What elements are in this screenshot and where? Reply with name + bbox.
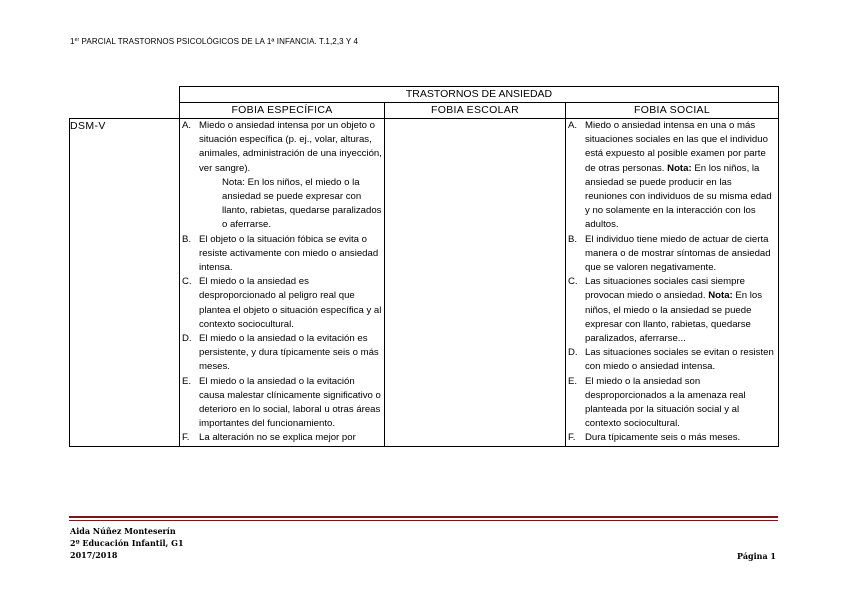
footer-author: Aida Núñez Monteserín [70, 526, 176, 536]
header-number: 1 [70, 37, 75, 46]
criterion-social-c: C. Las situaciones sociales casi siempre provocan miedo o ansiedad. Nota: En los niños, el miedo o la ansiedad se puede expresar con llanto, rabietas, quedarse paralizados, aferrarse... [568, 276, 763, 345]
criterion-especifica-e: E. El miedo o la ansiedad o la evitación causa malestar clínicamente significativo o deterioro en lo social, laboral u otras áreas importantes del funcionamiento. [182, 375, 381, 430]
criterion-social-b: B. El individuo tiene miedo de actuar de cierta manera o de mostrar síntomas de ansiedad que se valoren negativamente. [568, 233, 771, 274]
criterion-social-d: D. Las situaciones sociales se evitan o resisten con miedo o ansiedad intensa. [568, 347, 774, 373]
footer-course: 2º Educación Infantil, G1 [70, 538, 184, 548]
criterion-social-f: F. Dura típicamente seis o más meses. [568, 432, 741, 444]
criterion-especifica-f: F. La alteración no se explica mejor por [182, 432, 356, 444]
criterion-especifica-c: C. El miedo o la ansiedad es desproporcionado al peligro real que plantea el objeto o situación específica y al contexto sociocultural. [182, 276, 382, 330]
header-superscript: er [74, 37, 80, 43]
criteria-list-especifica [180, 119, 384, 446]
column-header-fobia-social: FOBIA SOCIAL [566, 103, 779, 119]
column-header-fobia-escolar: FOBIA ESCOLAR [385, 103, 566, 119]
empty-corner-cell [70, 87, 180, 119]
footer-rule-thick [69, 516, 778, 518]
header-title: PARCIAL TRASTORNOS PSICOLÓGICOS DE LA 1ª INFANCIA. T.1,2,3 Y 4 [79, 37, 359, 46]
cell-fobia-escolar [385, 119, 566, 447]
row-label-dsm-v: DSM-V [70, 119, 180, 447]
criteria-list-social [566, 119, 778, 446]
criterion-especifica-b: B. El objeto o la situación fóbica se evita o resiste activamente con miedo o ansiedad intensa. [182, 233, 379, 274]
table-group-title: TRASTORNOS DE ANSIEDAD [180, 87, 779, 103]
cell-fobia-especifica [180, 119, 385, 447]
footer-year: 2017/2018 [70, 550, 118, 560]
cell-fobia-social [566, 119, 779, 447]
document-header [70, 37, 358, 46]
page-number: Página 1 [737, 551, 776, 561]
footer-rule-thin [69, 520, 778, 521]
column-header-fobia-especifica: FOBIA ESPECÍFICA [180, 103, 385, 119]
criterion-note: Nota: En los niños, el miedo o la ansiedad se puede expresar con llanto, rabietas, quedarse paralizados o aferrarse. [222, 176, 382, 231]
criterion-social-e: E. El miedo o la ansiedad son desproporcionados a la amenaza real planteada por la situación social y al contexto sociocultural. [568, 375, 746, 430]
criterion-social-a: A. Miedo o ansiedad intensa en una o más situaciones sociales en las que el individuo está expuesto al posible examen por parte de otras personas. Nota: En los niños, la ansiedad se puede producir en las reuniones con individuos de su misma edad y no solamente en la interacción con los adultos. [568, 120, 772, 231]
document-footer [70, 525, 184, 561]
criterion-especifica-d: D. El miedo o la ansiedad o la evitación es persistente, y dura típicamente seis o más meses. [182, 333, 379, 373]
criterion-especifica-a: A. Miedo o ansiedad intensa por un objeto o situación específica (p. ej., volar, alturas, animales, administración de una inyección, ver sangre). Nota: En los niños, el miedo o la ansiedad se puede expresar con llanto, rabietas, quedarse paralizados o aferrarse. [180, 119, 384, 233]
anxiety-disorders-table [69, 86, 779, 447]
